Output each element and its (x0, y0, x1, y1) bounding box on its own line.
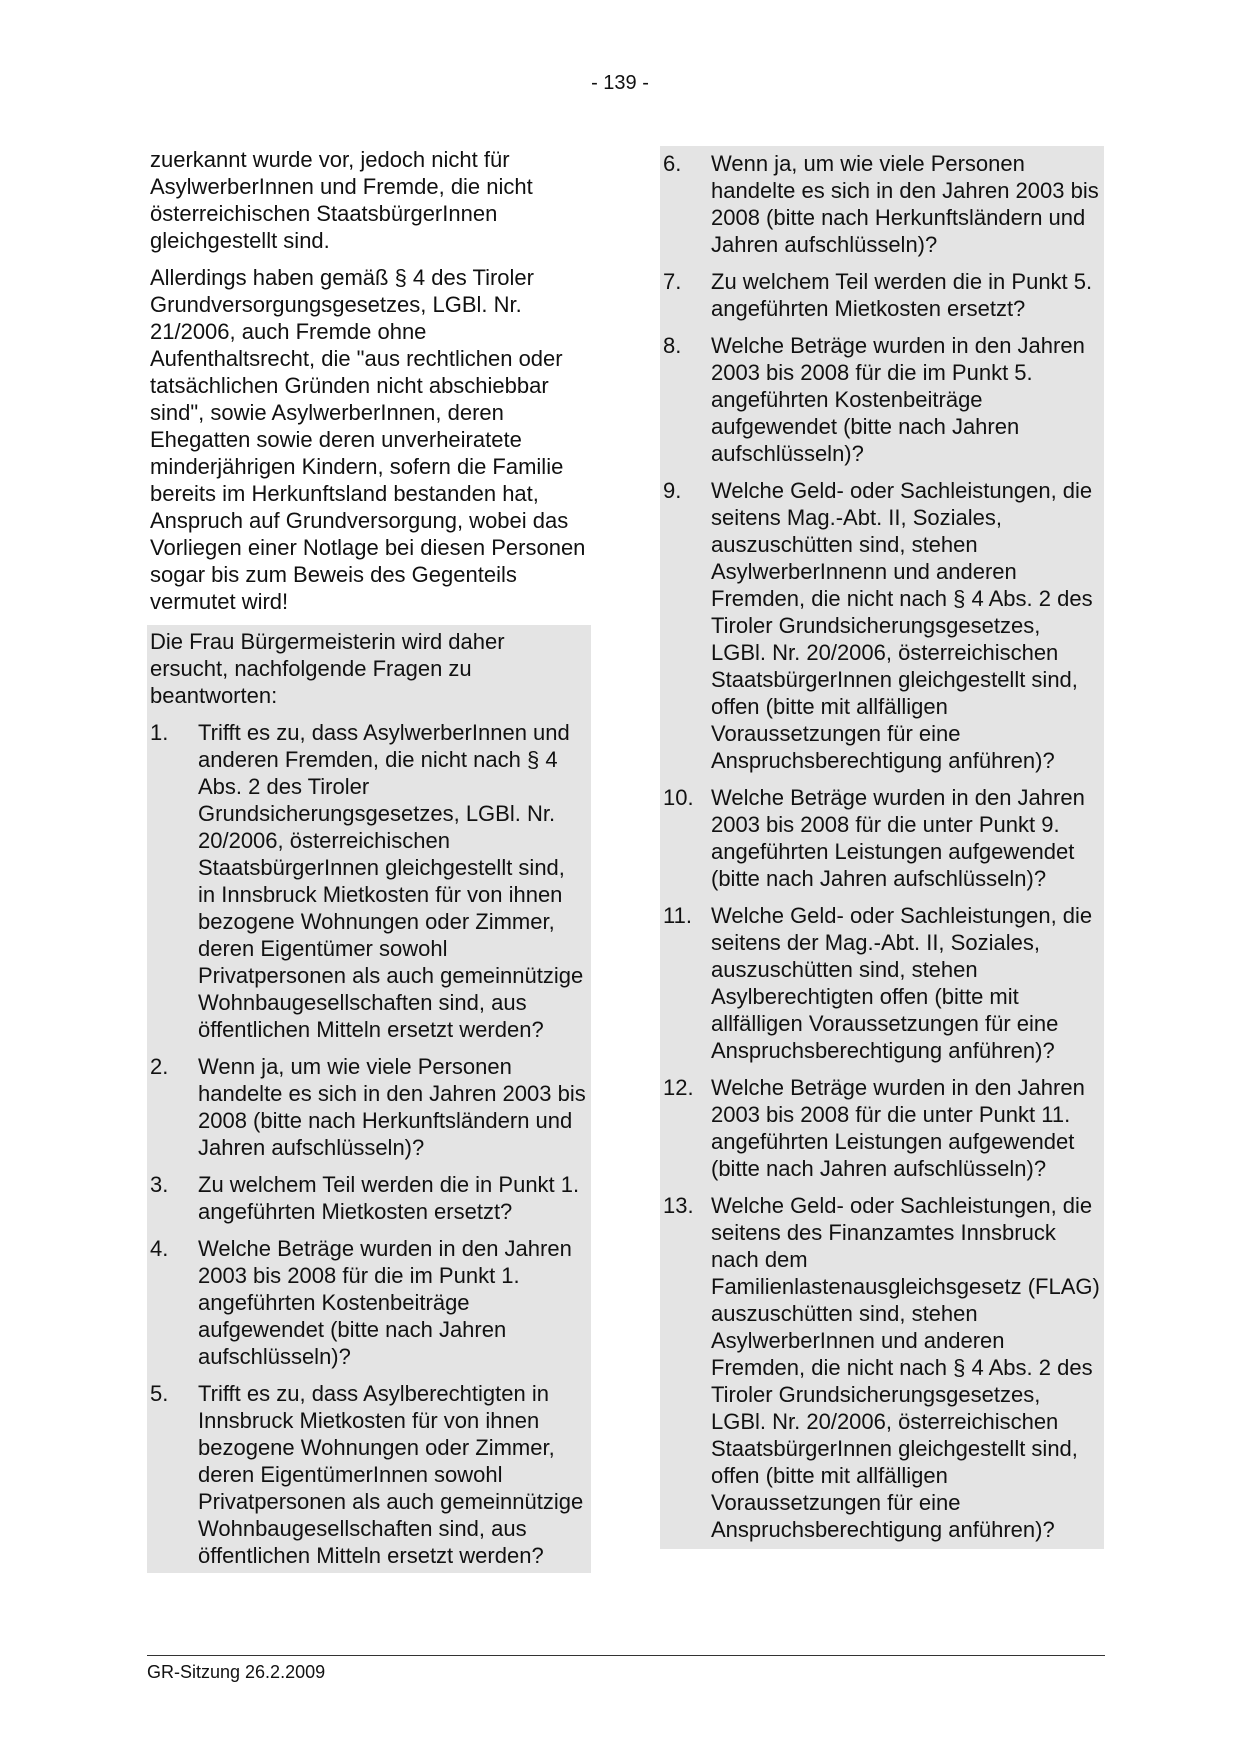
paragraph-continuation: zuerkannt wurde vor, jedoch nicht für AsylwerberInnen und Fremde, die nicht österreichischen StaatsbürgerInnen gleichgestellt sind. (150, 147, 533, 253)
question-text: Wenn ja, um wie viele Personen handelte es sich in den Jahren 2003 bis 2008 (bitte nach Herkunftsländern und Jahren aufschlüsseln)? (198, 1054, 586, 1160)
question-text: Zu welchem Teil werden die in Punkt 5. angeführten Mietkosten ersetzt? (711, 269, 1093, 321)
question-number: 10. (663, 785, 694, 810)
question-number: 8. (663, 333, 682, 358)
question-number: 1. (150, 720, 169, 745)
footer-session-date: GR-Sitzung 26.2.2009 (147, 1662, 326, 1682)
question-number: 3. (150, 1172, 169, 1197)
paragraph-grundversorgung: Allerdings haben gemäß § 4 des Tiroler Grundversorgungsgesetzes, LGBl. Nr. 21/2006, auch Fremde ohne Aufenthaltsrecht, die "aus rechtlichen oder tatsächlichen Gründen nicht abschiebbar sind", sowie AsylwerberInnen, deren Ehegatten sowie deren unverheiratete minderjährigen Kindern, sofern die Familie bereits im Herkunftsland bestanden hat, Anspruch auf Grundversorgung, wobei das Vorliegen einer Notlage bei diesen Personen sogar bis zum Beweis des Gegenteils vermutet wird! (150, 265, 586, 614)
question-text: Trifft es zu, dass AsylwerberInnen und anderen Fremden, die nicht nach § 4 Abs. 2 des Tiroler Grundsicherungsgesetzes, LGBl. Nr. 20/2006, österreichischen StaatsbürgerInnen gleichgestellt sind, in Innsbruck Mietkosten für von ihnen bezogene Wohnungen oder Zimmer, deren Eigentümer sowohl Privatpersonen als auch gemeinnützige Wohnbaugesellschaften sind, aus öffentlichen Mitteln ersetzt werden? (198, 720, 584, 1042)
left-column (147, 146, 591, 1573)
question-text: Welche Beträge wurden in den Jahren 2003 bis 2008 für die unter Punkt 9. angeführten Leistungen aufgewendet (bitte nach Jahren aufschlüsseln)? (711, 785, 1085, 891)
question-text: Welche Geld- oder Sachleistungen, die seitens des Finanzamtes Innsbruck nach dem Familienlastenausgleichsgesetz (FLAG) auszuschütten sind, stehen AsylwerberInnen und anderen Fremden, die nicht nach § 4 Abs. 2 des Tiroler Grundsicherungsgesetzes, LGBl. Nr. 20/2006, österreichischen StaatsbürgerInnen gleichgestellt sind, offen (bitte mit allfälligen Voraussetzungen für eine Anspruchsberechtigung anführen)? (711, 1193, 1100, 1542)
question-text: Welche Beträge wurden in den Jahren 2003 bis 2008 für die im Punkt 1. angeführten Kostenbeiträge aufgewendet (bitte nach Jahren aufschlüsseln)? (198, 1236, 572, 1369)
question-item (663, 150, 1101, 258)
question-text: Welche Beträge wurden in den Jahren 2003 bis 2008 für die im Punkt 5. angeführten Kostenbeiträge aufgewendet (bitte nach Jahren aufschlüsseln)? (711, 333, 1085, 466)
request-intro: Die Frau Bürgermeisterin wird daher ersucht, nachfolgende Fragen zu beantworten: (150, 629, 505, 708)
question-number: 13. (663, 1193, 694, 1218)
question-text: Welche Geld- oder Sachleistungen, die seitens der Mag.-Abt. II, Soziales, auszuschütten sind, stehen Asylberechtigten offen (bitte mit allfälligen Voraussetzungen für eine Anspruchsberechtigung anführen)? (711, 903, 1093, 1063)
page-number: - 139 - (591, 72, 649, 94)
question-item (150, 1053, 588, 1161)
question-item (150, 1380, 588, 1569)
question-number: 9. (663, 478, 682, 503)
question-item (663, 332, 1101, 467)
question-item (663, 784, 1101, 892)
question-item (663, 1192, 1101, 1543)
question-text: Welche Geld- oder Sachleistungen, die seitens Mag.-Abt. II, Soziales, auszuschütten sind, stehen AsylwerberInnenn und anderen Fremden, die nicht nach § 4 Abs. 2 des Tiroler Grundsicherungsgesetzes, LGBl. Nr. 20/2006, österreichischen StaatsbürgerInnen gleichgestellt sind, offen (bitte mit allfälligen Voraussetzungen für eine Anspruchsberechtigung anführen)? (711, 478, 1093, 773)
question-number: 11. (663, 903, 692, 928)
question-text: Trifft es zu, dass Asylberechtigten in Innsbruck Mietkosten für von ihnen bezogene Wohnungen oder Zimmer, deren EigentümerInnen sowohl Privatpersonen als auch gemeinnützige Wohnbaugesellschaften sind, aus öffentlichen Mitteln ersetzt werden? (198, 1381, 584, 1568)
footer-divider (147, 1655, 1105, 1656)
question-number: 4. (150, 1236, 169, 1261)
question-item (150, 1171, 588, 1225)
question-number: 5. (150, 1381, 169, 1406)
question-item (663, 1074, 1101, 1182)
question-item (663, 477, 1101, 774)
question-number: 6. (663, 151, 682, 176)
question-number: 7. (663, 269, 682, 294)
question-block-continued (660, 146, 1104, 1549)
question-text: Welche Beträge wurden in den Jahren 2003 bis 2008 für die unter Punkt 11. angeführten Leistungen aufgewendet (bitte nach Jahren aufschlüsseln)? (711, 1075, 1085, 1181)
request-block (147, 625, 591, 1573)
question-text: Wenn ja, um wie viele Personen handelte es sich in den Jahren 2003 bis 2008 (bitte nach Herkunftsländern und Jahren aufschlüsseln)? (711, 151, 1099, 257)
question-number: 2. (150, 1054, 169, 1079)
question-number: 12. (663, 1075, 694, 1100)
question-item (150, 719, 588, 1043)
question-item (663, 902, 1101, 1064)
right-column (660, 146, 1104, 1549)
question-item (150, 1235, 588, 1370)
question-text: Zu welchem Teil werden die in Punkt 1. angeführten Mietkosten ersetzt? (198, 1172, 580, 1224)
question-item (663, 268, 1101, 322)
